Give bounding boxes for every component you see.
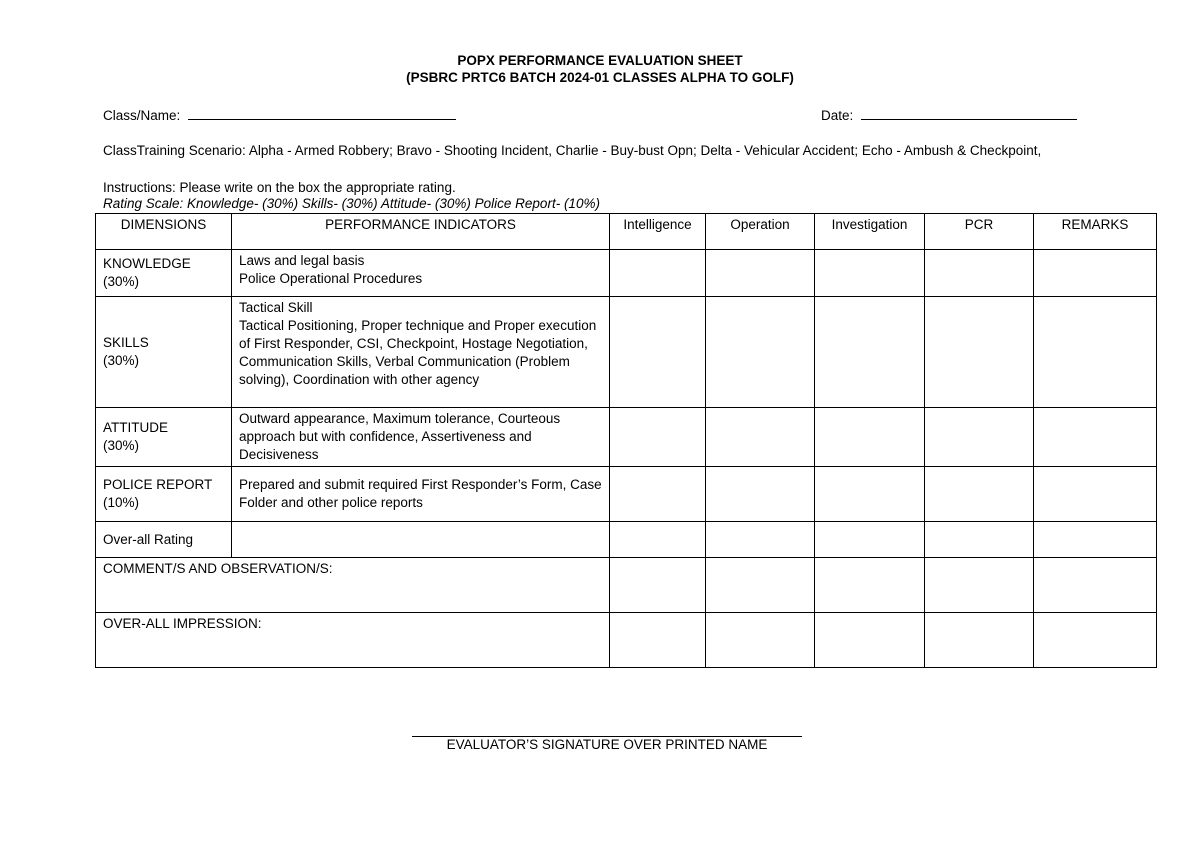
table-row-police-report	[96, 467, 1157, 522]
rating-cell-operation[interactable]	[706, 408, 815, 467]
table-row-impression	[96, 613, 1157, 668]
rating-cell-intelligence[interactable]	[610, 250, 706, 297]
document-title	[0, 52, 1200, 86]
header-remarks: REMARKS	[1034, 214, 1157, 250]
class-name-blank[interactable]	[188, 107, 456, 120]
rating-cell-operation[interactable]	[706, 613, 815, 668]
rating-cell-operation[interactable]	[706, 467, 815, 522]
header-dimensions: DIMENSIONS	[96, 214, 232, 250]
class-name-label: Class/Name:	[103, 108, 181, 123]
rating-cell-pcr[interactable]	[925, 558, 1034, 613]
date-label: Date:	[821, 108, 854, 123]
evaluator-signature-block	[412, 724, 802, 752]
rating-cell-pcr[interactable]	[925, 408, 1034, 467]
overall-rating-label: Over-all Rating	[96, 522, 232, 558]
date-field[interactable]	[821, 107, 1077, 123]
rating-cell-investigation[interactable]	[815, 297, 925, 408]
rating-cell-intelligence[interactable]	[610, 408, 706, 467]
dimension-police-report: POLICE REPORT (10%)	[96, 467, 232, 522]
header-investigation: Investigation	[815, 214, 925, 250]
rating-cell-investigation[interactable]	[815, 408, 925, 467]
title-line-1: POPX PERFORMANCE EVALUATION SHEET	[457, 53, 743, 68]
rating-cell-remarks[interactable]	[1034, 250, 1157, 297]
dimension-attitude: ATTITUDE (30%)	[96, 408, 232, 467]
rating-cell-investigation[interactable]	[815, 467, 925, 522]
rating-cell-pcr[interactable]	[925, 613, 1034, 668]
impression-label[interactable]: OVER-ALL IMPRESSION:	[96, 613, 610, 668]
rating-cell-remarks[interactable]	[1034, 522, 1157, 558]
table-row-comments	[96, 558, 1157, 613]
header-performance-indicators: PERFORMANCE INDICATORS	[232, 214, 610, 250]
rating-cell-operation[interactable]	[706, 558, 815, 613]
table-row-overall-rating	[96, 522, 1157, 558]
indicators-knowledge: Laws and legal basis Police Operational Procedures	[232, 250, 610, 297]
rating-cell-intelligence[interactable]	[610, 558, 706, 613]
indicators-police-report: Prepared and submit required First Responder’s Form, Case Folder and other police reports	[232, 467, 610, 522]
rating-cell-remarks[interactable]	[1034, 297, 1157, 408]
rating-cell-operation[interactable]	[706, 522, 815, 558]
rating-cell-remarks[interactable]	[1034, 558, 1157, 613]
table-header-row	[96, 214, 1157, 250]
title-line-2: (PSBRC PRTC6 BATCH 2024-01 CLASSES ALPHA TO GOLF)	[406, 70, 794, 85]
class-name-field[interactable]	[103, 107, 456, 123]
rating-cell-pcr[interactable]	[925, 297, 1034, 408]
indicators-skills: Tactical Skill Tactical Positioning, Proper technique and Proper execution of First Responder, CSI, Checkpoint, Hostage Negotiation, Communication Skills, Verbal Communication (Problem solving), Coordination with other agency	[232, 297, 610, 408]
rating-cell-investigation[interactable]	[815, 250, 925, 297]
indicators-attitude: Outward appearance, Maximum tolerance, Courteous approach but with confidence, Assertiveness and Decisiveness	[232, 408, 610, 467]
rating-cell-operation[interactable]	[706, 297, 815, 408]
table-row-attitude	[96, 408, 1157, 467]
date-blank[interactable]	[861, 107, 1077, 120]
rating-cell-investigation[interactable]	[815, 613, 925, 668]
training-scenario-text: ClassTraining Scenario: Alpha - Armed Robbery; Bravo - Shooting Incident, Charlie - Buy-bust Opn; Delta - Vehicular Accident; Echo - Ambush & Checkpoint,	[103, 143, 1042, 158]
rating-cell-pcr[interactable]	[925, 467, 1034, 522]
dimension-knowledge: KNOWLEDGE (30%)	[96, 250, 232, 297]
header-intelligence: Intelligence	[610, 214, 706, 250]
overall-rating-indicators	[232, 522, 610, 558]
dimension-skills: SKILLS (30%)	[96, 297, 232, 408]
instructions-text: Instructions: Please write on the box the appropriate rating.	[103, 180, 456, 195]
table-row-knowledge	[96, 250, 1157, 297]
rating-cell-remarks[interactable]	[1034, 613, 1157, 668]
rating-cell-remarks[interactable]	[1034, 408, 1157, 467]
signature-label: EVALUATOR’S SIGNATURE OVER PRINTED NAME	[446, 737, 768, 752]
rating-scale-text: Rating Scale: Knowledge- (30%) Skills- (30%) Attitude- (30%) Police Report- (10%)	[103, 196, 600, 211]
evaluation-table	[95, 213, 1157, 668]
rating-cell-pcr[interactable]	[925, 250, 1034, 297]
rating-cell-intelligence[interactable]	[610, 613, 706, 668]
rating-cell-investigation[interactable]	[815, 558, 925, 613]
rating-cell-operation[interactable]	[706, 250, 815, 297]
rating-cell-intelligence[interactable]	[610, 297, 706, 408]
rating-cell-pcr[interactable]	[925, 522, 1034, 558]
rating-cell-intelligence[interactable]	[610, 522, 706, 558]
header-operation: Operation	[706, 214, 815, 250]
table-row-skills	[96, 297, 1157, 408]
rating-cell-intelligence[interactable]	[610, 467, 706, 522]
rating-cell-investigation[interactable]	[815, 522, 925, 558]
rating-cell-remarks[interactable]	[1034, 467, 1157, 522]
header-pcr: PCR	[925, 214, 1034, 250]
comments-label[interactable]: COMMENT/S AND OBSERVATION/S:	[96, 558, 610, 613]
